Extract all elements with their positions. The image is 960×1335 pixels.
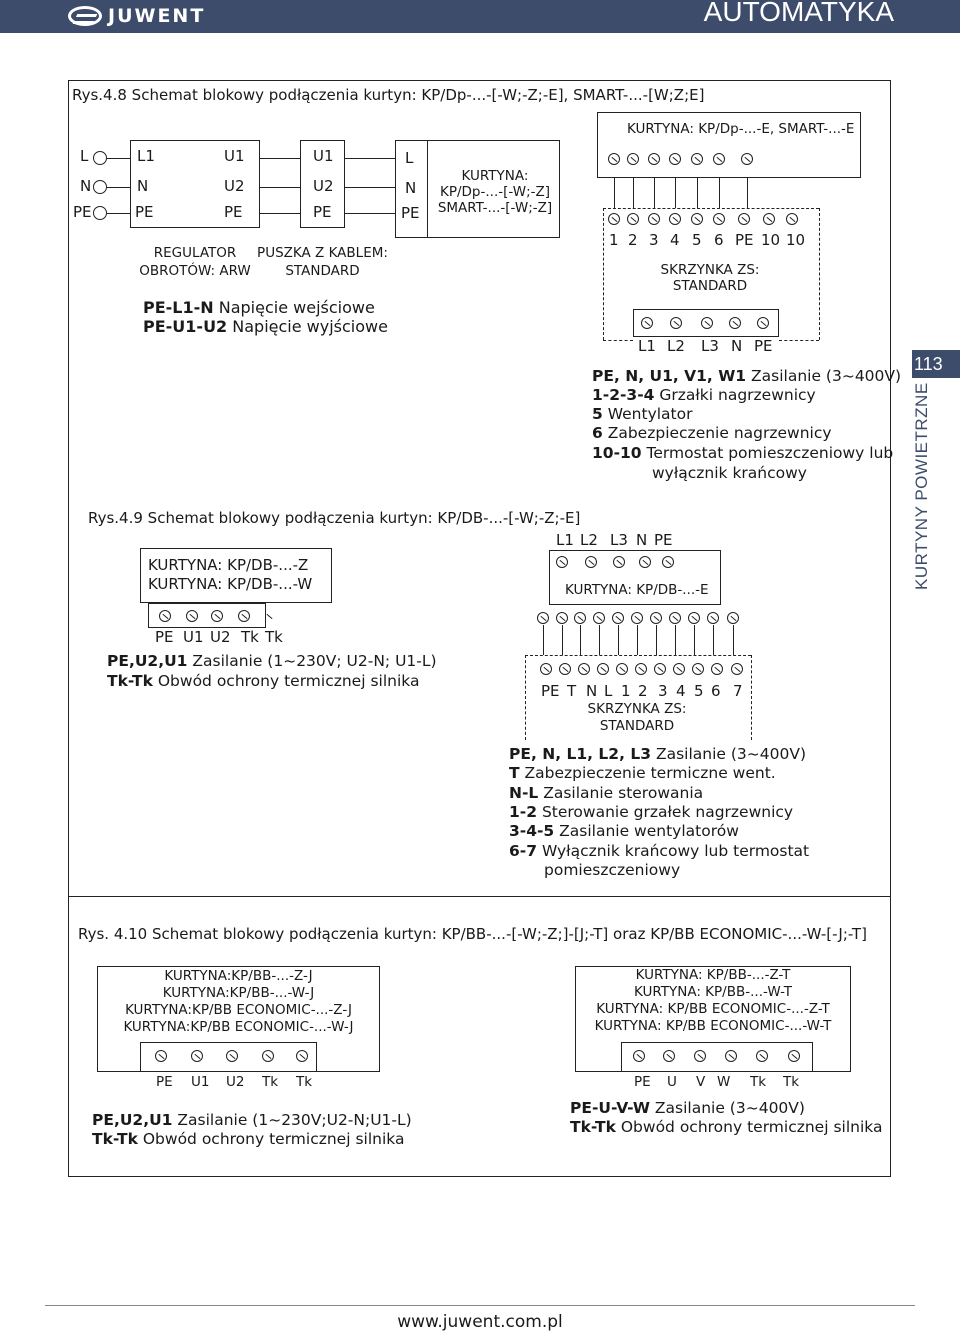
wire: [654, 178, 655, 208]
terminal-screw-icon: [574, 612, 586, 624]
e-box-term: 10: [786, 231, 806, 249]
bb-right-legend: Tk-Tk Obwód ochrony termicznej silnika: [570, 1118, 883, 1136]
db-e-legend: 1-2 Sterowanie grzałek nagrzewnicy: [509, 803, 794, 821]
db-e-box-term: N: [586, 682, 598, 700]
db-left-term: PE: [155, 628, 174, 646]
terminal-screw-icon: [669, 213, 681, 225]
terminal-screw-icon: [631, 612, 643, 624]
footer-divider: [45, 1305, 915, 1306]
wire: [618, 625, 619, 655]
e-box-term: 10: [761, 231, 781, 249]
terminal-screw-icon: [633, 1050, 645, 1062]
regulator-out-u2: U2: [224, 177, 245, 195]
db-e-box-term: 3: [658, 682, 668, 700]
wire: [107, 187, 130, 188]
db-e-box-term: T: [567, 682, 577, 700]
terminal-screw-icon: [691, 153, 703, 165]
push-label-2: STANDARD: [285, 263, 360, 279]
divider: [140, 1042, 316, 1043]
bb-right-title: KURTYNA: KP/BB ECONOMIC-...-Z-T: [596, 1001, 830, 1017]
e-supply-term: L3: [701, 337, 719, 355]
e-box-term: PE: [735, 231, 754, 249]
terminal-screw-icon: [612, 612, 624, 624]
wire: [543, 625, 544, 655]
terminal-circle-icon: [93, 151, 107, 165]
regulator-in-pe: PE: [135, 203, 154, 221]
terminal-screw-icon: [669, 153, 681, 165]
wire: [107, 158, 130, 159]
bb-left-term: U1: [191, 1074, 210, 1090]
wire: [733, 625, 734, 655]
curtain-label-2: KP/Dp-...-[-W;-Z]: [440, 184, 550, 200]
db-e-supply-term: PE: [654, 531, 673, 549]
bb-right-term: PE: [634, 1074, 651, 1090]
terminal-circle-icon: [93, 180, 107, 194]
terminal-screw-icon: [627, 153, 639, 165]
wire: [675, 625, 676, 655]
db-e-legend: 3-4-5 Zasilanie wentylatorów: [509, 822, 739, 840]
curtain-term-l: L: [405, 149, 414, 167]
wire: [345, 213, 395, 214]
regulator-label-1: REGULATOR: [153, 245, 237, 261]
bb-right-term: Tk: [783, 1074, 800, 1090]
terminal-screw-icon: [788, 1050, 800, 1062]
terminal-screw-icon: [540, 663, 552, 675]
terminal-screw-icon: [741, 153, 753, 165]
terminal-screw-icon: [688, 612, 700, 624]
terminal-screw-icon: [296, 1050, 308, 1062]
bb-left-term: Tk: [262, 1074, 279, 1090]
bb-left-title: KURTYNA:KP/BB-...-W-J: [162, 985, 315, 1001]
terminal-screw-icon: [597, 663, 609, 675]
terminal-screw-icon: [650, 612, 662, 624]
db-e-legend: T Zabezpieczenie termiczne went.: [509, 764, 776, 782]
regulator-in-n: N: [137, 177, 149, 195]
push-term-u2: U2: [313, 177, 334, 195]
db-e-box-term: L: [604, 682, 613, 700]
terminal-screw-icon: [556, 556, 568, 568]
e-title: KURTYNA: KP/Dp-...-E, SMART-...-E: [627, 121, 855, 137]
db-left-term: Tk: [241, 628, 259, 646]
curtain-term-pe: PE: [401, 204, 420, 222]
legend-line: PE-L1-N Napięcie wejściowe: [143, 298, 375, 317]
db-e-legend: PE, N, L1, L2, L3 Zasilanie (3~400V): [509, 745, 807, 763]
terminal-screw-icon: [238, 610, 250, 622]
terminal-screw-icon: [756, 1050, 768, 1062]
wire: [697, 178, 698, 208]
wire: [713, 625, 714, 655]
db-left-title-1: KURTYNA: KP/DB-...-Z: [148, 556, 309, 574]
e-supply-term: L2: [667, 337, 685, 355]
dashed-border: [603, 340, 633, 341]
db-left-legend: PE,U2,U1 Zasilanie (1~230V; U2-N; U1-L): [107, 652, 437, 670]
e-supply-term: N: [731, 337, 743, 355]
terminal-screw-icon: [211, 610, 223, 622]
db-left-title-2: KURTYNA: KP/DB-...-W: [148, 575, 313, 593]
bb-right-term: Tk: [750, 1074, 767, 1090]
db-e-legend: N-L Zasilanie sterowania: [509, 784, 704, 802]
db-left-legend: Tk-Tk Obwód ochrony termicznej silnika: [107, 672, 420, 690]
supply-label-n: N: [80, 177, 92, 195]
footer-url[interactable]: www.juwent.com.pl: [397, 1312, 563, 1332]
terminal-screw-icon: [608, 213, 620, 225]
db-e-box-term: 1: [621, 682, 631, 700]
regulator-in-l1: L1: [137, 147, 155, 165]
db-e-supply-term: L1: [556, 531, 574, 549]
terminal-screw-icon: [559, 663, 571, 675]
terminal-screw-icon: [662, 556, 674, 568]
wire: [345, 158, 395, 159]
regulator-label-2: OBROTÓW: ARW: [139, 263, 251, 279]
terminal-screw-icon: [713, 153, 725, 165]
bb-left-title: KURTYNA:KP/BB ECONOMIC-...-Z-J: [125, 1002, 352, 1018]
db-e-box-term: 4: [676, 682, 686, 700]
wire: [633, 178, 634, 208]
dashed-border: [751, 655, 752, 740]
terminal-screw-icon: [670, 317, 682, 329]
terminal-screw-icon: [155, 1050, 167, 1062]
e-box-term: 5: [692, 231, 702, 249]
terminal-screw-icon: [608, 153, 620, 165]
wire: [719, 178, 720, 208]
wire: [107, 213, 130, 214]
db-e-supply-term: L2: [580, 531, 598, 549]
wire: [260, 187, 300, 188]
terminal-screw-icon: [738, 213, 750, 225]
terminal-screw-icon: [648, 213, 660, 225]
dashed-border: [525, 655, 526, 740]
push-term-pe: PE: [313, 203, 332, 221]
db-e-box-term: PE: [541, 682, 560, 700]
header-bar: [0, 0, 960, 33]
push-term-u1: U1: [313, 147, 334, 165]
fig49-caption: Rys.4.9 Schemat blokowy podłączenia kurtyn: KP/DB-...-[-W;-Z;-E]: [88, 509, 581, 527]
curtain-label-3: SMART-...-[-W;-Z]: [437, 200, 553, 216]
terminal-screw-icon: [701, 317, 713, 329]
curtain-term-n: N: [405, 179, 417, 197]
regulator-out-pe: PE: [224, 203, 243, 221]
wire: [747, 178, 748, 208]
terminal-screw-icon: [713, 213, 725, 225]
bb-right-title: KURTYNA: KP/BB ECONOMIC-...-W-T: [594, 1018, 832, 1034]
e-box-label-2: STANDARD: [672, 278, 748, 294]
e-box-term: 6: [714, 231, 724, 249]
chapter-label: KURTYNY POWIETRZNE: [912, 382, 931, 590]
dashed-border: [779, 340, 819, 341]
divider: [316, 1042, 317, 1072]
supply-label-pe: PE: [73, 203, 92, 221]
bb-left-legend: Tk-Tk Obwód ochrony termicznej silnika: [92, 1130, 405, 1148]
bb-right-legend: PE-U-V-W Zasilanie (3~400V): [570, 1099, 805, 1117]
bb-right-title: KURTYNA: KP/BB-...-W-T: [633, 984, 792, 1000]
e-box-term: 2: [628, 231, 638, 249]
divider: [427, 140, 428, 238]
logo-mark-icon: [68, 6, 102, 26]
dashed-border: [603, 208, 819, 209]
wire: [614, 178, 615, 208]
db-e-supply-term: N: [636, 531, 648, 549]
wire: [599, 625, 600, 655]
terminal-screw-icon: [585, 556, 597, 568]
bb-right-title: KURTYNA: KP/BB-...-Z-T: [635, 967, 791, 983]
terminal-screw-icon: [711, 663, 723, 675]
terminal-screw-icon: [673, 663, 685, 675]
bb-left-title: KURTYNA:KP/BB-...-Z-J: [164, 968, 313, 984]
terminal-screw-icon: [692, 663, 704, 675]
terminal-screw-icon: [556, 612, 568, 624]
e-box-term: 1: [609, 231, 619, 249]
db-e-box-label-1: SKRZYNKA ZS:: [587, 701, 687, 717]
terminal-screw-icon: [613, 556, 625, 568]
fig410-caption: Rys. 4.10 Schemat blokowy podłączenia kurtyn: KP/BB-...-[-W;-Z;]-[J;-T] oraz KP/BB ECONOMIC-...-W-[-J;-T]: [78, 925, 867, 943]
section-title: AUTOMATYKA: [703, 0, 894, 27]
e-box-label-1: SKRZYNKA ZS:: [660, 262, 760, 278]
brand-name: JUWENT: [108, 5, 206, 27]
wire: [656, 625, 657, 655]
db-left-term: U1: [183, 628, 204, 646]
terminal-screw-icon: [191, 1050, 203, 1062]
e-legend-line: 6 Zabezpieczenie nagrzewnicy: [592, 424, 832, 442]
wire: [580, 625, 581, 655]
terminal-screw-icon: [669, 612, 681, 624]
terminal-screw-icon: [641, 317, 653, 329]
terminal-screw-icon: [727, 612, 739, 624]
bb-left-legend: PE,U2,U1 Zasilanie (1~230V;U2-N;U1-L): [92, 1111, 412, 1129]
terminal-screw-icon: [262, 1050, 274, 1062]
bb-left-term: PE: [156, 1074, 173, 1090]
db-e-box-term: 5: [694, 682, 704, 700]
divider: [812, 1042, 813, 1072]
bb-right-term: U: [667, 1074, 677, 1090]
bb-left-title: KURTYNA:KP/BB ECONOMIC-...-W-J: [123, 1019, 354, 1035]
push-label-1: PUSZKA Z KABLEM:: [257, 245, 388, 261]
bb-left-term: U2: [226, 1074, 245, 1090]
terminal-screw-icon: [593, 612, 605, 624]
db-e-legend: pomieszczeniowy: [544, 861, 681, 879]
terminal-screw-icon: [707, 612, 719, 624]
db-e-box-term: 6: [711, 682, 721, 700]
legend-line: PE-U1-U2 Napięcie wyjściowe: [143, 317, 388, 336]
e-legend-line: PE, N, U1, V1, W1 Zasilanie (3~400V): [592, 367, 902, 385]
wire: [675, 178, 676, 208]
terminal-screw-icon: [786, 213, 798, 225]
wire: [562, 625, 563, 655]
terminal-screw-icon: [537, 612, 549, 624]
terminal-screw-icon: [635, 663, 647, 675]
divider: [621, 1042, 622, 1072]
terminal-screw-icon: [578, 663, 590, 675]
db-e-box-term: 7: [733, 682, 743, 700]
db-left-term: Tk: [265, 628, 283, 646]
db-left-term: U2: [210, 628, 231, 646]
e-supply-term: PE: [754, 337, 773, 355]
regulator-out-u1: U1: [224, 147, 245, 165]
divider: [621, 1042, 812, 1043]
dashed-border: [525, 655, 751, 656]
page-number: 113: [912, 350, 960, 378]
e-box-term: 4: [670, 231, 680, 249]
e-legend-line: 5 Wentylator: [592, 405, 693, 423]
db-e-supply-term: L3: [610, 531, 628, 549]
db-e-box-label-2: STANDARD: [599, 718, 675, 734]
terminal-screw-icon: [694, 1050, 706, 1062]
terminal-screw-icon: [186, 610, 198, 622]
dashed-border: [819, 208, 820, 340]
e-supply-term: L1: [638, 337, 656, 355]
e-legend-line: 10-10 Termostat pomieszczeniowy lub: [592, 444, 894, 462]
bb-right-term: V: [696, 1074, 706, 1090]
wire: [260, 158, 300, 159]
terminal-screw-icon: [654, 663, 666, 675]
terminal-circle-icon: [93, 206, 107, 220]
terminal-screw-icon: [731, 663, 743, 675]
e-legend-line: wyłącznik krańcowy: [652, 464, 807, 482]
wire: [637, 625, 638, 655]
dashed-border: [603, 208, 604, 340]
terminal-screw-icon: [616, 663, 628, 675]
bb-right-term: W: [717, 1074, 731, 1090]
terminal-screw-icon: [757, 317, 769, 329]
curtain-label-1: KURTYNA:: [461, 168, 529, 184]
terminal-screw-icon: [639, 556, 651, 568]
wire: [694, 625, 695, 655]
terminal-screw-icon: [725, 1050, 737, 1062]
terminal-screw-icon: [648, 153, 660, 165]
juwent-logo: [68, 3, 205, 29]
e-legend-line: 1-2-3-4 Grzałki nagrzewnicy: [592, 386, 816, 404]
terminal-screw-icon: [663, 1050, 675, 1062]
bb-left-term: Tk: [296, 1074, 313, 1090]
db-e-box-term: 2: [638, 682, 648, 700]
fig48-caption: Rys.4.8 Schemat blokowy podłączenia kurtyn: KP/Dp-...-[-W;-Z;-E], SMART-...-[W;Z;E]: [72, 86, 705, 104]
terminal-screw-icon: [729, 317, 741, 329]
divider: [140, 1042, 141, 1072]
wire: [260, 213, 300, 214]
terminal-screw-icon: [627, 213, 639, 225]
e-box-term: 3: [649, 231, 659, 249]
terminal-screw-icon: [226, 1050, 238, 1062]
wire: [345, 187, 395, 188]
terminal-screw-icon: [159, 610, 171, 622]
db-e-title: KURTYNA: KP/DB-...-E: [565, 582, 709, 598]
terminal-screw-icon: [691, 213, 703, 225]
terminal-screw-icon: [763, 213, 775, 225]
db-e-legend: 6-7 Wyłącznik krańcowy lub termostat: [509, 842, 810, 860]
terminal-screw-icon: [263, 610, 275, 622]
supply-label-l: L: [80, 147, 89, 165]
